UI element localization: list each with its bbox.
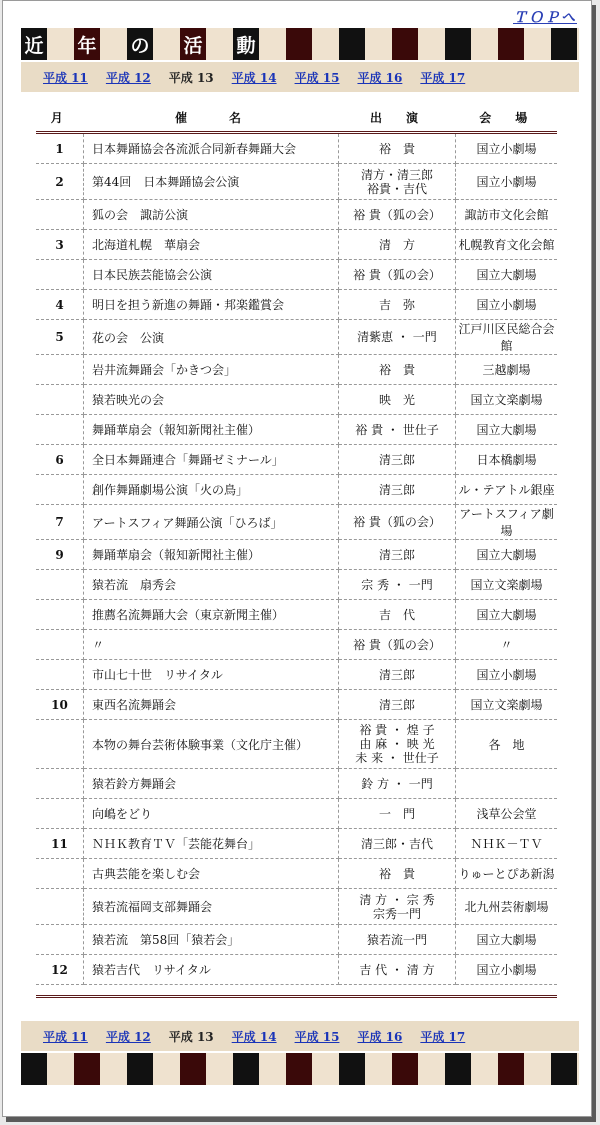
title-tile: 近 — [21, 28, 47, 60]
row-performer: 猿若流一門 — [339, 925, 456, 955]
title-tile — [445, 1053, 471, 1085]
row-performer: 清 方 ・ 宗 秀 宗秀一門 — [339, 889, 456, 925]
year-nav-top — [21, 62, 579, 92]
row-event: 東西名流舞踊会 — [84, 690, 339, 720]
title-tile: 動 — [233, 28, 259, 60]
title-tile — [233, 1053, 259, 1085]
table-row — [36, 660, 557, 690]
row-month: 7 — [36, 505, 84, 540]
row-month: 4 — [36, 290, 84, 320]
row-month — [36, 385, 84, 415]
top-year-link[interactable]: 平成 17 — [420, 70, 466, 85]
row-performer: 映 光 — [339, 385, 456, 415]
table-row — [36, 769, 557, 799]
title-tile: 年 — [74, 28, 100, 60]
row-performer: 清方・清三郎 裕貴・吉代 — [339, 164, 456, 200]
top-year-item — [232, 69, 277, 86]
row-venue: 北九州芸術劇場 — [456, 889, 558, 925]
table-row — [36, 260, 557, 290]
table-row — [36, 859, 557, 889]
footer-band — [21, 1053, 579, 1085]
row-venue: 諏訪市文化会館 — [456, 200, 558, 230]
table-row — [36, 164, 557, 200]
footer-tiles — [21, 1053, 600, 1085]
table-row — [36, 445, 557, 475]
title-tile — [74, 1053, 100, 1085]
row-month — [36, 475, 84, 505]
row-venue: 三越劇場 — [456, 355, 558, 385]
title-tile: 活 — [180, 28, 206, 60]
row-month — [36, 769, 84, 799]
table-row — [36, 200, 557, 230]
row-performer: 清三郎 — [339, 540, 456, 570]
row-venue: 国立大劇場 — [456, 600, 558, 630]
bottom-year-item — [295, 1028, 340, 1045]
title-tile — [498, 1053, 524, 1085]
table-row — [36, 540, 557, 570]
row-month — [36, 859, 84, 889]
table-row — [36, 690, 557, 720]
row-performer: 清三郎 — [339, 445, 456, 475]
table-row — [36, 505, 557, 540]
row-venue: 日本橋劇場 — [456, 445, 558, 475]
row-performer: 清三郎 — [339, 475, 456, 505]
row-event: 猿若流福岡支部舞踊会 — [84, 889, 339, 925]
row-venue: 国立文楽劇場 — [456, 570, 558, 600]
row-month: 6 — [36, 445, 84, 475]
top-year-link[interactable]: 平成 11 — [43, 70, 88, 85]
row-performer: 吉 代 — [339, 600, 456, 630]
row-performer: 清 方 — [339, 230, 456, 260]
title-tile — [392, 28, 418, 60]
row-performer: 鈴 方 ・ 一門 — [339, 769, 456, 799]
header-event: 催 名 — [84, 107, 339, 133]
title-tile — [286, 1053, 312, 1085]
title-tile — [339, 28, 365, 60]
bottom-year-link[interactable]: 平成 16 — [357, 1029, 403, 1044]
bottom-year-item — [357, 1028, 402, 1045]
row-venue: 国立文楽劇場 — [456, 385, 558, 415]
row-event: 猿若流 扇秀会 — [84, 570, 339, 600]
row-event: 市山七十世 リサイタル — [84, 660, 339, 690]
bottom-year-item — [43, 1028, 88, 1045]
title-tile — [392, 1053, 418, 1085]
top-link[interactable]: ＴＯＰへ — [513, 10, 577, 26]
row-month: 11 — [36, 829, 84, 859]
row-event: 向嶋をどり — [84, 799, 339, 829]
row-venue: 国立文楽劇場 — [456, 690, 558, 720]
title-tile — [180, 1053, 206, 1085]
table-row — [36, 720, 557, 769]
top-year-item — [43, 69, 88, 86]
table-row — [36, 320, 557, 355]
title-tile — [127, 1053, 153, 1085]
row-performer: 吉 弥 — [339, 290, 456, 320]
title-tile — [551, 28, 577, 60]
year-nav-bottom — [21, 1021, 579, 1051]
row-venue: アートスフィア劇場 — [456, 505, 558, 540]
row-venue: 国立小劇場 — [456, 290, 558, 320]
row-performer: 裕 貴 ・ 世仕子 — [339, 415, 456, 445]
table-row — [36, 230, 557, 260]
row-venue — [456, 769, 558, 799]
header-month: 月 — [36, 107, 84, 133]
row-venue: 浅草公会堂 — [456, 799, 558, 829]
row-month: 5 — [36, 320, 84, 355]
row-event: 明日を担う新進の舞踊・邦楽鑑賞会 — [84, 290, 339, 320]
bottom-year-item — [106, 1028, 151, 1045]
bottom-year-item — [232, 1028, 277, 1045]
row-month — [36, 415, 84, 445]
header-performer: 出 演 — [339, 107, 456, 133]
bottom-year-link[interactable]: 平成 17 — [420, 1029, 466, 1044]
table-row — [36, 355, 557, 385]
row-month — [36, 200, 84, 230]
row-venue: 札幌教育文化会館 — [456, 230, 558, 260]
table-row — [36, 570, 557, 600]
row-venue: 各 地 — [456, 720, 558, 769]
table-row — [36, 955, 557, 985]
top-year-link[interactable]: 平成 15 — [294, 70, 340, 85]
row-venue: 江戸川区民総合会館 — [456, 320, 558, 355]
top-year-item — [357, 69, 402, 86]
row-month: 2 — [36, 164, 84, 200]
row-performer: 裕 貴 — [339, 859, 456, 889]
row-event: 猿若映光の会 — [84, 385, 339, 415]
row-month — [36, 925, 84, 955]
row-event: 日本舞踊協会各流派合同新春舞踊大会 — [84, 133, 339, 164]
row-month: 12 — [36, 955, 84, 985]
page-frame — [2, 0, 592, 1117]
row-performer: 裕 貴 — [339, 133, 456, 164]
row-month: 1 — [36, 133, 84, 164]
title-tile — [551, 1053, 577, 1085]
row-performer: 宗 秀 ・ 一門 — [339, 570, 456, 600]
row-event: 狐の会 諏訪公演 — [84, 200, 339, 230]
row-event: 〃 — [84, 630, 339, 660]
title-tiles — [21, 28, 600, 60]
row-performer: 裕 貴（狐の会） — [339, 260, 456, 290]
table-row — [36, 600, 557, 630]
row-performer: 吉 代 ・ 清 方 — [339, 955, 456, 985]
table-row — [36, 799, 557, 829]
table-row — [36, 829, 557, 859]
row-month — [36, 600, 84, 630]
row-venue: りゅーとぴあ新潟 — [456, 859, 558, 889]
row-event: 北海道札幌 華扇会 — [84, 230, 339, 260]
row-month — [36, 720, 84, 769]
row-performer: 清三郎 — [339, 660, 456, 690]
row-venue: 〃 — [456, 630, 558, 660]
row-venue: ル・テアトル銀座 — [456, 475, 558, 505]
row-event: 猿若鈴方舞踊会 — [84, 769, 339, 799]
title-tile — [21, 1053, 47, 1085]
row-event: 推薦名流舞踊大会（東京新聞主催） — [84, 600, 339, 630]
activity-table — [36, 107, 557, 985]
row-month — [36, 660, 84, 690]
row-performer: 清三郎 — [339, 690, 456, 720]
row-event: 日本民族芸能協会公演 — [84, 260, 339, 290]
bottom-year-link[interactable]: 平成 11 — [43, 1029, 88, 1044]
row-event: 猿若流 第58回「猿若会」 — [84, 925, 339, 955]
top-year-item — [106, 69, 151, 86]
row-performer: 裕 貴 — [339, 355, 456, 385]
row-venue: 国立小劇場 — [456, 133, 558, 164]
row-month: 10 — [36, 690, 84, 720]
bottom-year-link[interactable]: 平成 14 — [231, 1029, 277, 1044]
row-month — [36, 355, 84, 385]
row-performer: 清紫恵 ・ 一門 — [339, 320, 456, 355]
header-band — [21, 28, 579, 60]
row-event: 花の会 公演 — [84, 320, 339, 355]
row-event: 猿若吉代 リサイタル — [84, 955, 339, 985]
row-performer: 裕 貴（狐の会） — [339, 630, 456, 660]
row-performer: 裕 貴（狐の会） — [339, 200, 456, 230]
title-tile — [445, 28, 471, 60]
table-row — [36, 290, 557, 320]
row-venue: 国立大劇場 — [456, 415, 558, 445]
row-performer: 裕 貴（狐の会） — [339, 505, 456, 540]
row-performer: 清三郎・吉代 — [339, 829, 456, 859]
table-row — [36, 475, 557, 505]
title-tile: の — [127, 28, 153, 60]
table-row — [36, 415, 557, 445]
table-end-rule — [36, 995, 557, 998]
top-year-link[interactable]: 平成 12 — [105, 70, 151, 85]
bottom-year-item — [420, 1028, 465, 1045]
title-tile — [339, 1053, 365, 1085]
bottom-year-link[interactable]: 平成 12 — [105, 1029, 151, 1044]
row-month: 3 — [36, 230, 84, 260]
header-venue: 会 場 — [456, 107, 558, 133]
row-venue: 国立大劇場 — [456, 260, 558, 290]
top-year-link[interactable]: 平成 16 — [357, 70, 403, 85]
table-row — [36, 925, 557, 955]
table-row — [36, 385, 557, 415]
title-tile — [498, 28, 524, 60]
row-month — [36, 260, 84, 290]
bottom-year-link[interactable]: 平成 15 — [294, 1029, 340, 1044]
bottom-year-current: 平成 13 — [168, 1029, 214, 1044]
row-venue: 国立小劇場 — [456, 660, 558, 690]
row-event: 古典芸能を楽しむ会 — [84, 859, 339, 889]
row-month — [36, 630, 84, 660]
row-venue: ＮＨＫ－ＴＶ — [456, 829, 558, 859]
top-year-item — [420, 69, 465, 86]
row-venue: 国立大劇場 — [456, 925, 558, 955]
table-row — [36, 630, 557, 660]
table-header-row — [36, 107, 557, 133]
row-event: 舞踊華扇会（報知新聞社主催） — [84, 415, 339, 445]
row-event: アートスフィア舞踊公演「ひろば」 — [84, 505, 339, 540]
row-event: 第44回 日本舞踊協会公演 — [84, 164, 339, 200]
row-venue: 国立小劇場 — [456, 955, 558, 985]
row-performer: 裕 貴 ・ 煌 子 由 麻 ・ 映 光 未 来 ・ 世仕子 — [339, 720, 456, 769]
table-row — [36, 889, 557, 925]
top-year-item — [295, 69, 340, 86]
row-venue: 国立小劇場 — [456, 164, 558, 200]
title-tile — [286, 28, 312, 60]
row-event: 舞踊華扇会（報知新聞社主催） — [84, 540, 339, 570]
row-event: ＮＨＫ教育ＴＶ「芸能花舞台」 — [84, 829, 339, 859]
row-month: 9 — [36, 540, 84, 570]
row-event: 創作舞踊劇場公演「火の鳥」 — [84, 475, 339, 505]
row-month — [36, 889, 84, 925]
top-year-current: 平成 13 — [168, 70, 214, 85]
top-year-link[interactable]: 平成 14 — [231, 70, 277, 85]
table-row — [36, 133, 557, 164]
row-event: 本物の舞台芸術体験事業（文化庁主催） — [84, 720, 339, 769]
row-event: 岩井流舞踊会「かきつ会」 — [84, 355, 339, 385]
row-venue: 国立大劇場 — [456, 540, 558, 570]
row-performer: 一 門 — [339, 799, 456, 829]
row-month — [36, 570, 84, 600]
row-month — [36, 799, 84, 829]
row-event: 全日本舞踊連合「舞踊ゼミナール」 — [84, 445, 339, 475]
